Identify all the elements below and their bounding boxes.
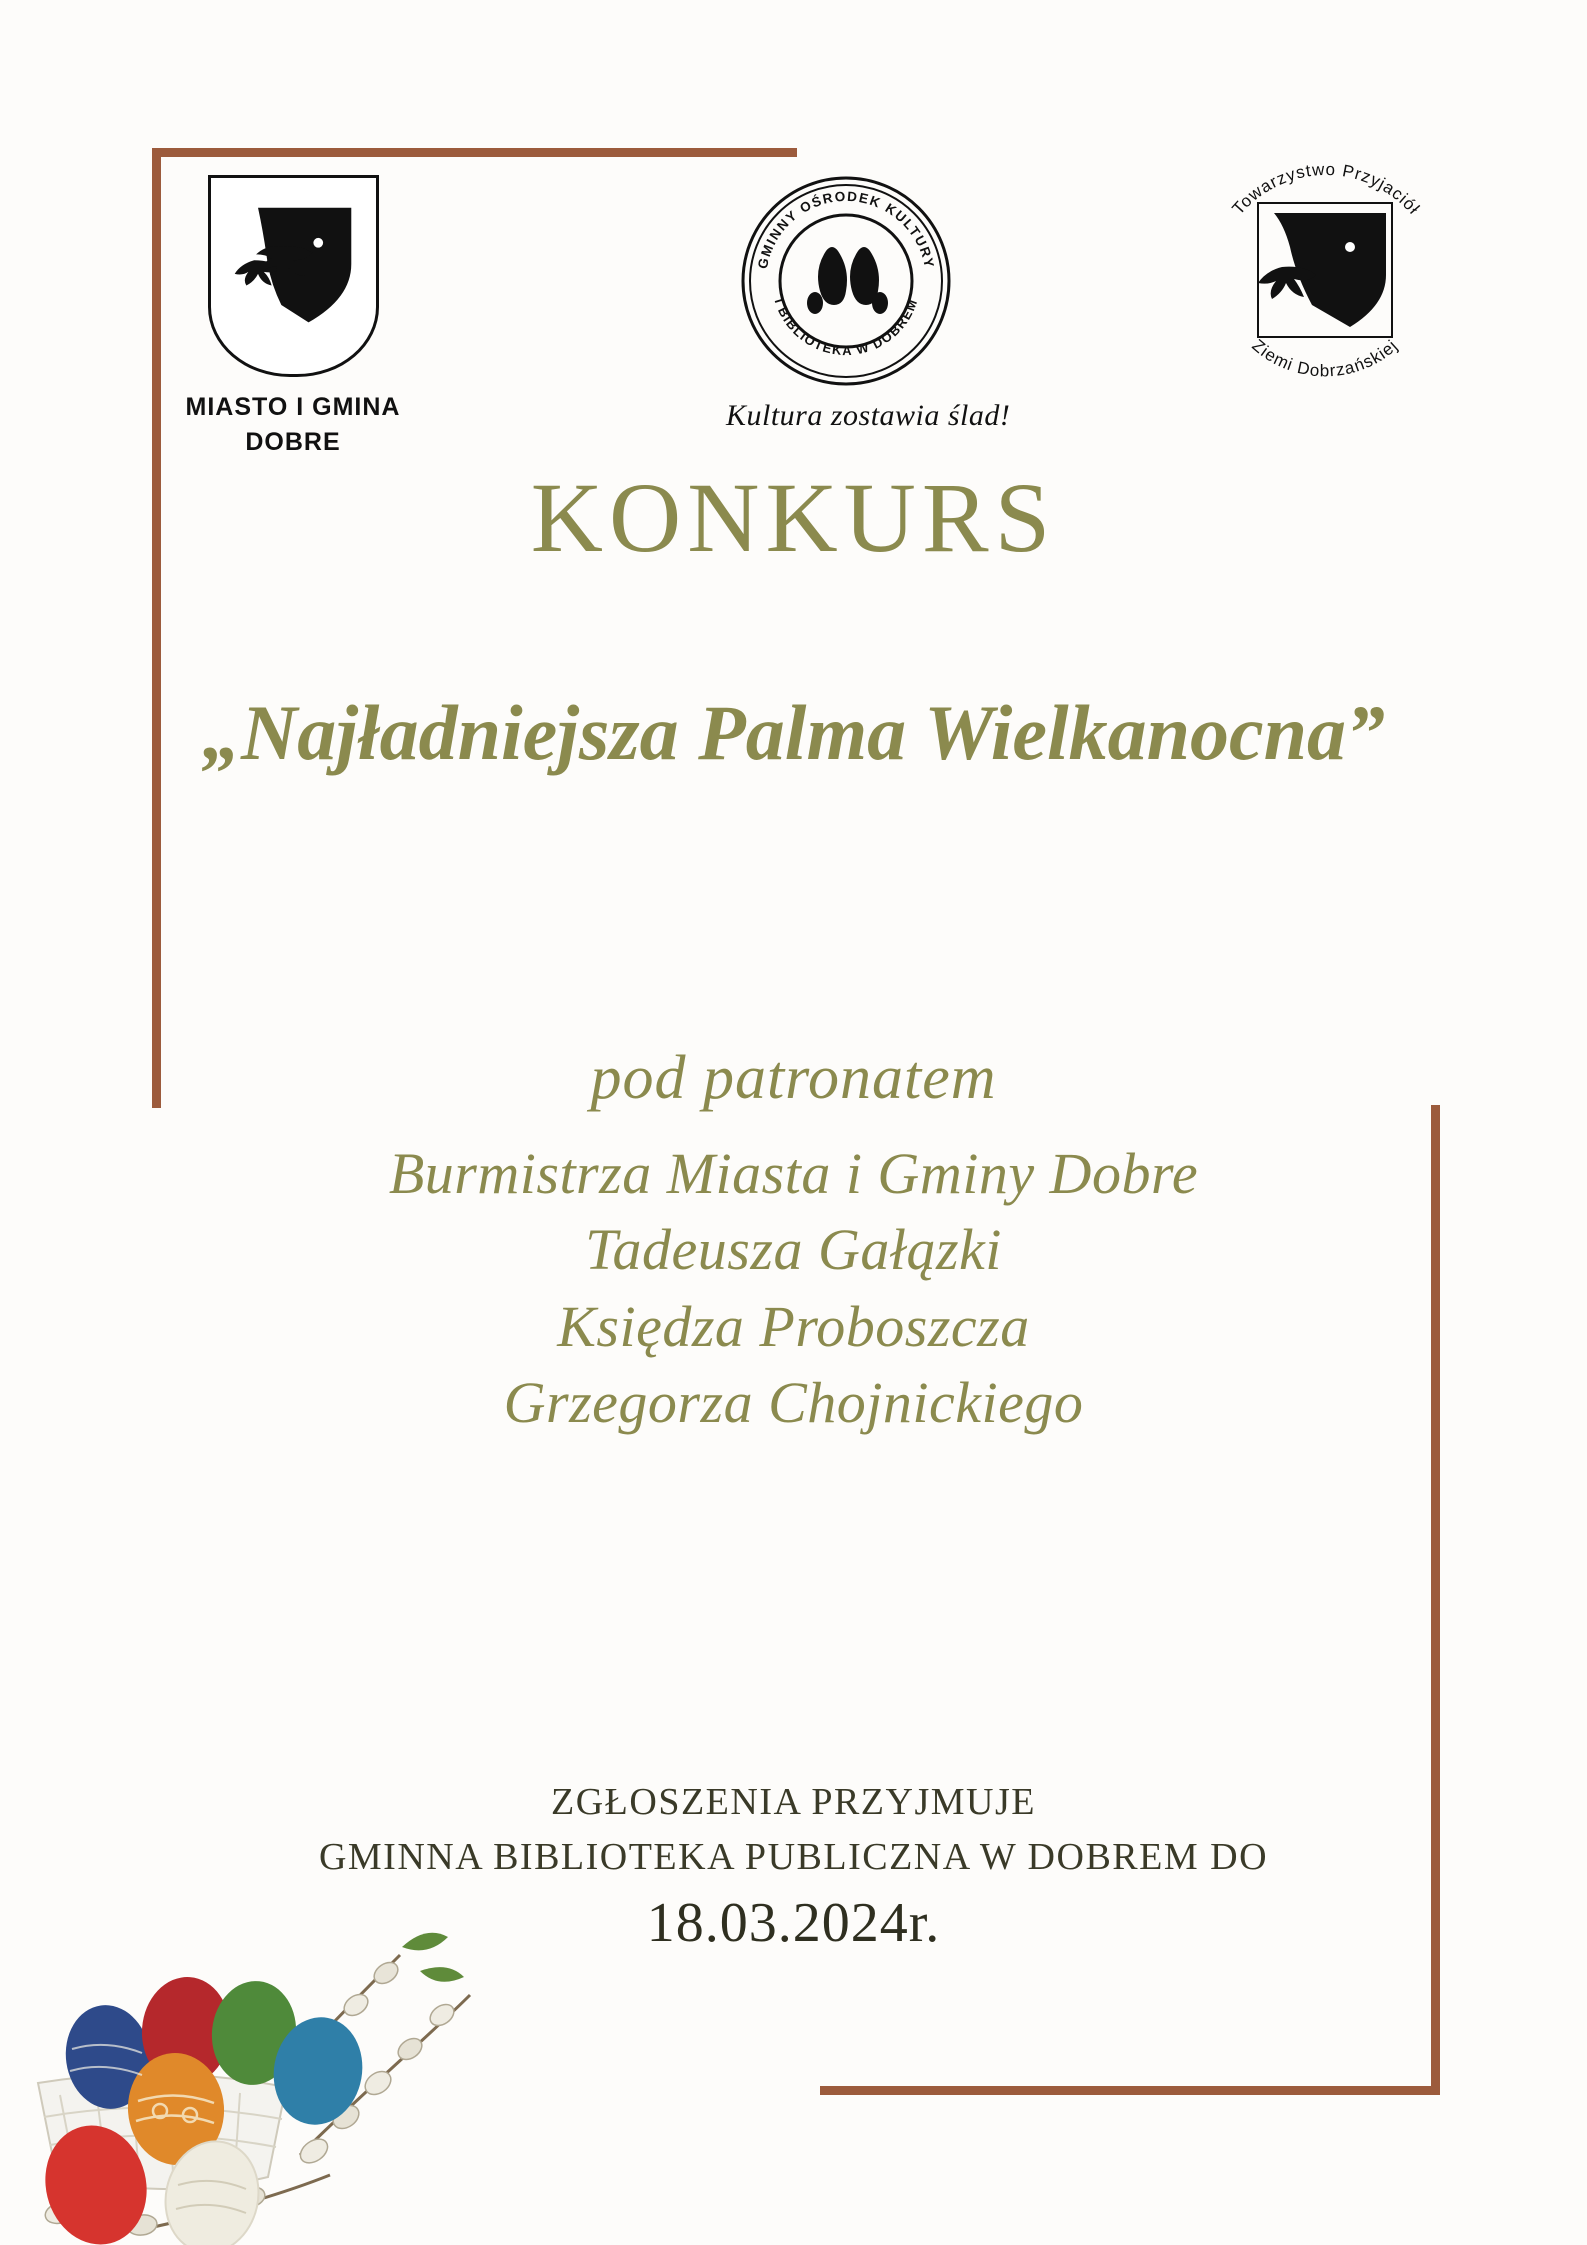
society-logo [1200,155,1450,395]
municipality-caption-line2: DOBRE [245,428,341,456]
municipality-caption-line1: MIASTO I GMINA [185,393,401,421]
submission-line-1: ZGŁOSZENIA PRZYJMUJE [551,1781,1036,1823]
submission-info [0,1775,1587,1955]
boar-icon [225,194,361,344]
patronage-lead: pod patronatem [590,1044,997,1112]
patronage-line-4: Grzegorza Chojnickiego [503,1370,1084,1436]
patronage-line-2: Tadeusza Gałązki [585,1217,1002,1283]
patronage-line-1: Burmistrza Miasta i Gminy Dobre [388,1140,1199,1206]
logo-row [0,0,1587,470]
culture-center-logo [726,175,1011,433]
spacer [0,1118,1587,1136]
svg-text:I BIBLIOTEKA W DOBREM: I BIBLIOTEKA W DOBREM [771,296,921,359]
municipality-logo [178,175,408,457]
page-title: KONKURS [530,462,1057,573]
svg-text:Towarzystwo Przyjaciół: Towarzystwo Przyjaciół [1228,159,1424,219]
patronage-block [0,1040,1587,1442]
round-stamp-logo-icon [740,175,952,387]
boar-coat-of-arms-icon [208,175,379,377]
svg-text:Ziemi Dobrzańskiej: Ziemi Dobrzańskiej [1248,335,1402,381]
patronage-line-3: Księdza Proboszcza [557,1293,1030,1359]
submission-line-2: GMINNA BIBLIOTEKA PUBLICZNA W DOBREM DO [318,1836,1269,1879]
culture-center-slogan: Kultura zostawia ślad! [726,399,1011,432]
contest-subtitle: „Najładniejsza Palma Wielkanocna” [201,689,1386,776]
society-boar-logo-icon [1200,155,1450,395]
submission-deadline: 18.03.2024r. [646,1892,941,1955]
svg-text:GMINNY OŚRODEK KULTURY: GMINNY OŚRODEK KULTURY [754,188,938,271]
